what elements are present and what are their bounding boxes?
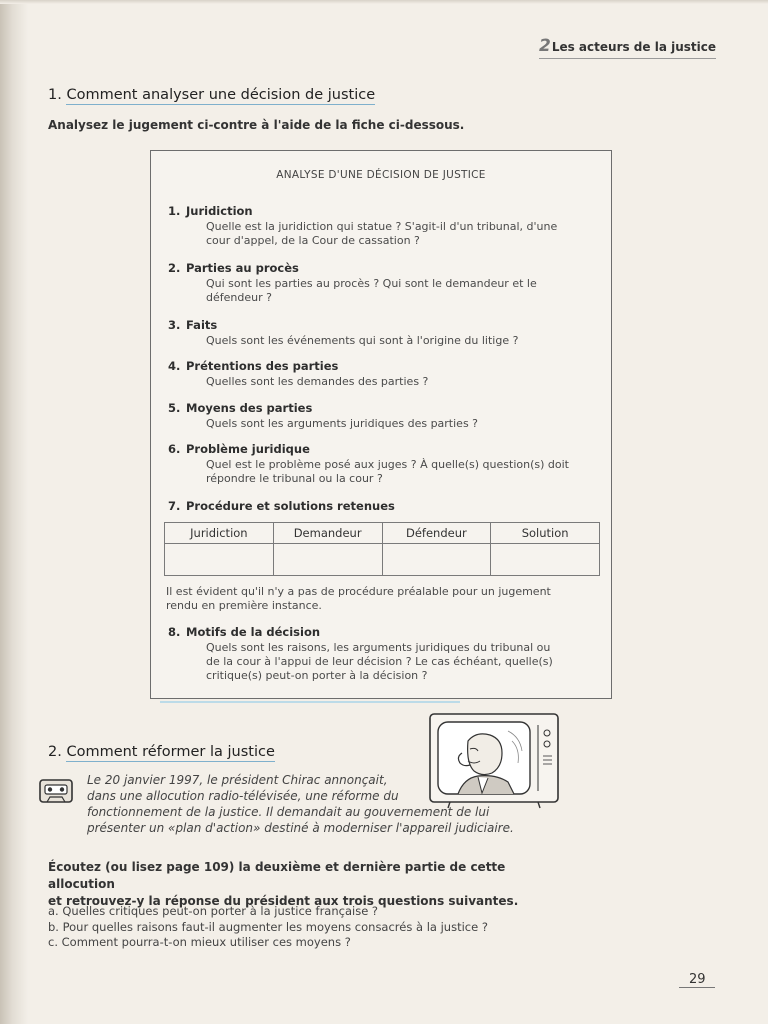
- table-column: [491, 523, 599, 575]
- chapter-title: Les acteurs de la justice: [551, 40, 716, 54]
- analysis-item-parties: [168, 261, 588, 305]
- item-heading: Procédure et solutions retenues: [186, 499, 395, 513]
- section2-title: [48, 744, 275, 760]
- box-underline-accent: [160, 701, 460, 703]
- item-heading: Moyens des parties: [186, 401, 313, 415]
- chapter-number: 2: [538, 36, 551, 56]
- chapter-header: [539, 36, 716, 59]
- item-heading: Juridiction: [186, 204, 253, 218]
- page-number: [689, 972, 706, 987]
- item-question-line: Qui sont les parties au procès ? Qui sont le demandeur et le: [206, 277, 537, 290]
- page-number-rule: [679, 987, 715, 988]
- table-column: [274, 523, 383, 575]
- section1-instruction: Analysez le jugement ci-contre à l'aide de la fiche ci-dessous.: [48, 118, 465, 132]
- question-label: b.: [48, 919, 59, 934]
- table-header-defendeur: Défendeur: [383, 524, 491, 544]
- item-heading: Prétentions des parties: [186, 359, 339, 373]
- item-question-line: de la cour à l'appui de leur décision ? Le cas échéant, quelle(s): [206, 655, 553, 668]
- procedure-table: [164, 522, 600, 576]
- table-header-solution: Solution: [491, 524, 599, 544]
- item-number: 7.: [168, 499, 181, 513]
- instruction-line: et retrouvez-y la réponse du président aux trois questions suivantes.: [48, 894, 519, 908]
- instruction-line: Écoutez (ou lisez page 109) la deuxième et dernière partie de cette allocution: [48, 860, 506, 891]
- item-question-line: Quels sont les raisons, les arguments juridiques du tribunal ou: [206, 641, 551, 654]
- question-label: c.: [48, 935, 58, 949]
- question-item: [48, 935, 568, 951]
- analysis-item-motifs: [168, 625, 588, 683]
- analysis-item-procedure: [168, 499, 588, 513]
- item-number: 4.: [168, 359, 181, 373]
- procedure-note: [166, 585, 586, 613]
- item-question-line: cour d'appel, de la Cour de cassation ?: [206, 234, 420, 247]
- analysis-item-moyens: [168, 401, 588, 431]
- table-column: [383, 523, 492, 575]
- section1-title-text: Comment analyser une décision de justice: [66, 87, 376, 103]
- intro-line: dans une allocution radio-télévisée, une réforme du: [87, 789, 399, 803]
- note-line: rendu en première instance.: [166, 599, 322, 612]
- speech-intro: [87, 772, 557, 836]
- item-heading: Faits: [186, 318, 218, 332]
- analysis-item-probleme: [168, 442, 588, 486]
- analysis-sheet: [150, 150, 612, 699]
- item-number: 1.: [168, 204, 181, 218]
- table-column: [165, 523, 274, 575]
- item-question-line: Quelle est la juridiction qui statue ? S'agit-il d'un tribunal, d'une: [206, 220, 558, 233]
- section2-instruction: [48, 859, 568, 910]
- item-question-line: Quels sont les arguments juridiques des parties ?: [206, 417, 479, 430]
- item-heading: Motifs de la décision: [186, 625, 321, 639]
- note-line: Il est évident qu'il n'y a pas de procédure préalable pour un jugement: [166, 585, 551, 598]
- question-label: a.: [48, 904, 59, 918]
- analysis-sheet-title: ANALYSE D'UNE DÉCISION DE JUSTICE: [276, 169, 486, 181]
- book-spine-shadow: [0, 0, 28, 1024]
- section1-title: [48, 87, 375, 103]
- page-number-text: 29: [689, 972, 706, 987]
- intro-line: Le 20 janvier 1997, le président Chirac annonçait,: [87, 773, 388, 787]
- item-question-line: Quels sont les événements qui sont à l'origine du litige ?: [206, 334, 519, 347]
- table-header-demandeur: Demandeur: [274, 524, 382, 544]
- item-question-line: défendeur ?: [206, 291, 272, 304]
- question-text: Quelles critiques peut-on porter à la justice française ?: [62, 904, 379, 918]
- analysis-item-faits: [168, 318, 588, 348]
- question-text: Comment pourra-t-on mieux utiliser ces moyens ?: [61, 935, 351, 949]
- item-number: 6.: [168, 442, 181, 456]
- item-number: 8.: [168, 625, 181, 639]
- item-number: 3.: [168, 318, 181, 332]
- page-top-edge: [0, 0, 768, 4]
- item-question-line: Quel est le problème posé aux juges ? À quelle(s) question(s) doit: [206, 458, 569, 471]
- item-heading: Problème juridique: [186, 442, 310, 456]
- item-question-line: Quelles sont les demandes des parties ?: [206, 375, 429, 388]
- question-item: [48, 920, 568, 936]
- item-number: 2.: [168, 261, 181, 275]
- analysis-item-pretentions: [168, 359, 588, 389]
- table-header-juridiction: Juridiction: [165, 524, 273, 544]
- cassette-icon: [39, 779, 73, 803]
- intro-line: fonctionnement de la justice. Il demandait au gouvernement de lui: [87, 805, 490, 819]
- item-question-line: critique(s) peut-on porter à la décision ?: [206, 669, 428, 682]
- question-text: Pour quelles raisons faut-il augmenter les moyens consacrés à la justice ?: [62, 919, 488, 934]
- question-item: [48, 904, 568, 920]
- item-heading: Parties au procès: [186, 261, 299, 275]
- section2-number: 2.: [48, 744, 62, 760]
- section2-title-text: Comment réformer la justice: [66, 744, 275, 760]
- analysis-item-juridiction: [168, 204, 588, 248]
- section1-number: 1.: [48, 87, 62, 103]
- item-number: 5.: [168, 401, 181, 415]
- item-question-line: répondre le tribunal ou la cour ?: [206, 472, 383, 485]
- intro-line: présenter un «plan d'action» destiné à moderniser l'appareil judiciaire.: [87, 821, 514, 835]
- question-list: [48, 904, 568, 951]
